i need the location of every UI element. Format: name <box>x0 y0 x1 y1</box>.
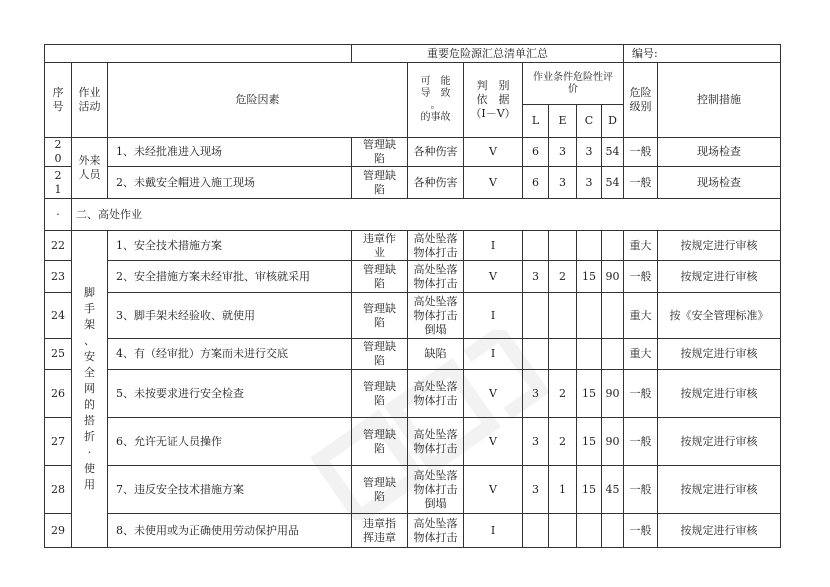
row-E <box>549 339 577 370</box>
row-seq: 26 <box>45 370 72 418</box>
row-factor: 7、违反安全技术措施方案 <box>108 466 352 514</box>
section-mark: · <box>45 199 72 231</box>
table-row <box>45 370 781 418</box>
row-level: 一般 <box>624 261 658 293</box>
row-factor: 1、安全技术措施方案 <box>108 231 352 261</box>
row-accident: 高处坠落 物体打击 倒塌 <box>408 466 464 514</box>
row-factor: 3、脚手架未经验收、就使用 <box>108 293 352 339</box>
row-level: 一般 <box>624 167 658 199</box>
row-seq: 23 <box>45 261 72 293</box>
row-L: 3 <box>523 370 549 418</box>
row-L <box>523 514 549 548</box>
row-level: 重大 <box>624 231 658 261</box>
row-accident: 高处坠落 物体打击 <box>408 370 464 418</box>
row-seq: 2 0 <box>45 138 72 167</box>
row-level: 一般 <box>624 418 658 466</box>
row-measure: 按规定进行审核 <box>658 231 781 261</box>
row-E: 3 <box>549 167 577 199</box>
col-header-factor: 危险因素 <box>108 63 408 138</box>
col-header-measure: 控制措施 <box>658 63 781 138</box>
row-D: 90 <box>602 370 624 418</box>
row-measure: 按规定进行审核 <box>658 418 781 466</box>
row-E <box>549 231 577 261</box>
activity-outsiders: 外来 人员 <box>72 138 108 199</box>
row-basis: V <box>464 466 523 514</box>
row-basis: I <box>464 339 523 370</box>
row-cause: 违章指 挥违章 <box>352 514 408 548</box>
row-C <box>577 293 602 339</box>
row-basis: V <box>464 261 523 293</box>
activity-scaffolding: 脚 手 架 、 安 全 网 的 搭 折 · 使 用 <box>72 231 108 548</box>
table-row <box>45 466 781 514</box>
row-C <box>577 231 602 261</box>
table-row <box>45 231 781 261</box>
row-E: 3 <box>549 138 577 167</box>
row-basis: I <box>464 293 523 339</box>
row-level: 一般 <box>624 138 658 167</box>
title-row <box>45 45 781 63</box>
row-L <box>523 293 549 339</box>
row-D <box>602 339 624 370</box>
row-accident: 高处坠落 物体打击 <box>408 231 464 261</box>
col-header-seq: 序 号 <box>45 63 72 138</box>
section-title: 二、高处作业 <box>72 199 781 231</box>
col-header-L: L <box>523 105 549 138</box>
row-cause: 管理缺 陷 <box>352 167 408 199</box>
row-measure: 按《安全管理标准》 <box>658 293 781 339</box>
row-C: 15 <box>577 466 602 514</box>
row-factor: 2、未戴安全帽进入施工现场 <box>108 167 352 199</box>
row-cause: 管理缺 陷 <box>352 261 408 293</box>
row-factor: 5、未按要求进行安全检查 <box>108 370 352 418</box>
row-L: 3 <box>523 418 549 466</box>
row-accident: 高处坠落 物体打击 <box>408 261 464 293</box>
row-measure: 现场检查 <box>658 167 781 199</box>
row-cause: 管理缺 陷 <box>352 418 408 466</box>
row-factor: 6、允许无证人员操作 <box>108 418 352 466</box>
hazard-summary-table <box>44 44 781 548</box>
row-cause: 管理缺 陷 <box>352 138 408 167</box>
col-header-condition: 作业条件危险性评 价 <box>523 63 624 105</box>
table-row <box>45 167 781 199</box>
row-seq: 25 <box>45 339 72 370</box>
row-cause: 管理缺 陷 <box>352 293 408 339</box>
col-header-D: D <box>602 105 624 138</box>
title-blank-cell <box>45 45 352 63</box>
row-D: 45 <box>602 466 624 514</box>
row-accident: 各种伤害 <box>408 138 464 167</box>
row-level: 重大 <box>624 293 658 339</box>
row-E: 2 <box>549 418 577 466</box>
row-C <box>577 514 602 548</box>
row-L: 3 <box>523 466 549 514</box>
row-D: 90 <box>602 261 624 293</box>
col-header-accident: 可 能 导 致 。 的事故 <box>408 63 464 138</box>
row-C: 15 <box>577 370 602 418</box>
row-basis: V <box>464 418 523 466</box>
table-row <box>45 418 781 466</box>
row-accident: 高处坠落 物体打击 <box>408 514 464 548</box>
row-basis: I <box>464 514 523 548</box>
row-measure: 按规定进行审核 <box>658 466 781 514</box>
table-row <box>45 138 781 167</box>
row-cause: 管理缺 陷 <box>352 339 408 370</box>
row-level: 重大 <box>624 339 658 370</box>
row-L <box>523 231 549 261</box>
row-accident: 各种伤害 <box>408 167 464 199</box>
row-cause: 管理缺 陷 <box>352 370 408 418</box>
row-accident: 高处坠落 物体打击 倒塌 <box>408 293 464 339</box>
row-D: 54 <box>602 138 624 167</box>
row-D: 90 <box>602 418 624 466</box>
row-L <box>523 339 549 370</box>
row-measure: 按规定进行审核 <box>658 514 781 548</box>
row-factor: 1、未经批准进入现场 <box>108 138 352 167</box>
row-E: 2 <box>549 370 577 418</box>
row-C <box>577 339 602 370</box>
row-accident: 高处坠落 物体打击 <box>408 418 464 466</box>
col-header-level: 危险 级别 <box>624 63 658 138</box>
row-factor: 4、有（经审批）方案而未进行交底 <box>108 339 352 370</box>
number-label: 编号: <box>624 45 781 63</box>
row-D <box>602 293 624 339</box>
row-basis: I <box>464 231 523 261</box>
header-row-1 <box>45 63 781 105</box>
row-level: 一般 <box>624 466 658 514</box>
row-seq: 2 1 <box>45 167 72 199</box>
section-title-row <box>45 199 781 231</box>
row-seq: 22 <box>45 231 72 261</box>
row-cause: 管理缺 陷 <box>352 466 408 514</box>
col-header-C: C <box>577 105 602 138</box>
row-basis: V <box>464 370 523 418</box>
row-factor: 2、安全措施方案未经审批、审核就采用 <box>108 261 352 293</box>
row-seq: 24 <box>45 293 72 339</box>
row-measure: 现场检查 <box>658 138 781 167</box>
table-row <box>45 261 781 293</box>
col-header-E: E <box>549 105 577 138</box>
row-factor: 8、未使用或为正确使用劳动保护用品 <box>108 514 352 548</box>
row-C: 3 <box>577 167 602 199</box>
row-level: 一般 <box>624 370 658 418</box>
row-basis: V <box>464 138 523 167</box>
row-C: 15 <box>577 261 602 293</box>
table-row <box>45 293 781 339</box>
row-measure: 按规定进行审核 <box>658 261 781 293</box>
row-L: 3 <box>523 261 549 293</box>
col-header-activity: 作业 活动 <box>72 63 108 138</box>
row-C: 3 <box>577 138 602 167</box>
row-D <box>602 514 624 548</box>
row-E <box>549 293 577 339</box>
row-basis: V <box>464 167 523 199</box>
row-C: 15 <box>577 418 602 466</box>
row-E <box>549 514 577 548</box>
row-seq: 29 <box>45 514 72 548</box>
row-seq: 27 <box>45 418 72 466</box>
row-accident: 缺陷 <box>408 339 464 370</box>
table-row <box>45 514 781 548</box>
row-D: 54 <box>602 167 624 199</box>
row-L: 6 <box>523 167 549 199</box>
row-E: 2 <box>549 261 577 293</box>
row-D <box>602 231 624 261</box>
row-level: 一般 <box>624 514 658 548</box>
row-L: 6 <box>523 138 549 167</box>
row-cause: 违章作 业 <box>352 231 408 261</box>
row-E: 1 <box>549 466 577 514</box>
col-header-basis: 判 别 依 据 （I－V） <box>464 63 523 138</box>
table-title: 重要危险源汇总清单汇总 <box>352 45 624 63</box>
row-measure: 按规定进行审核 <box>658 370 781 418</box>
table-row <box>45 339 781 370</box>
row-seq: 28 <box>45 466 72 514</box>
row-measure: 按规定进行审核 <box>658 339 781 370</box>
